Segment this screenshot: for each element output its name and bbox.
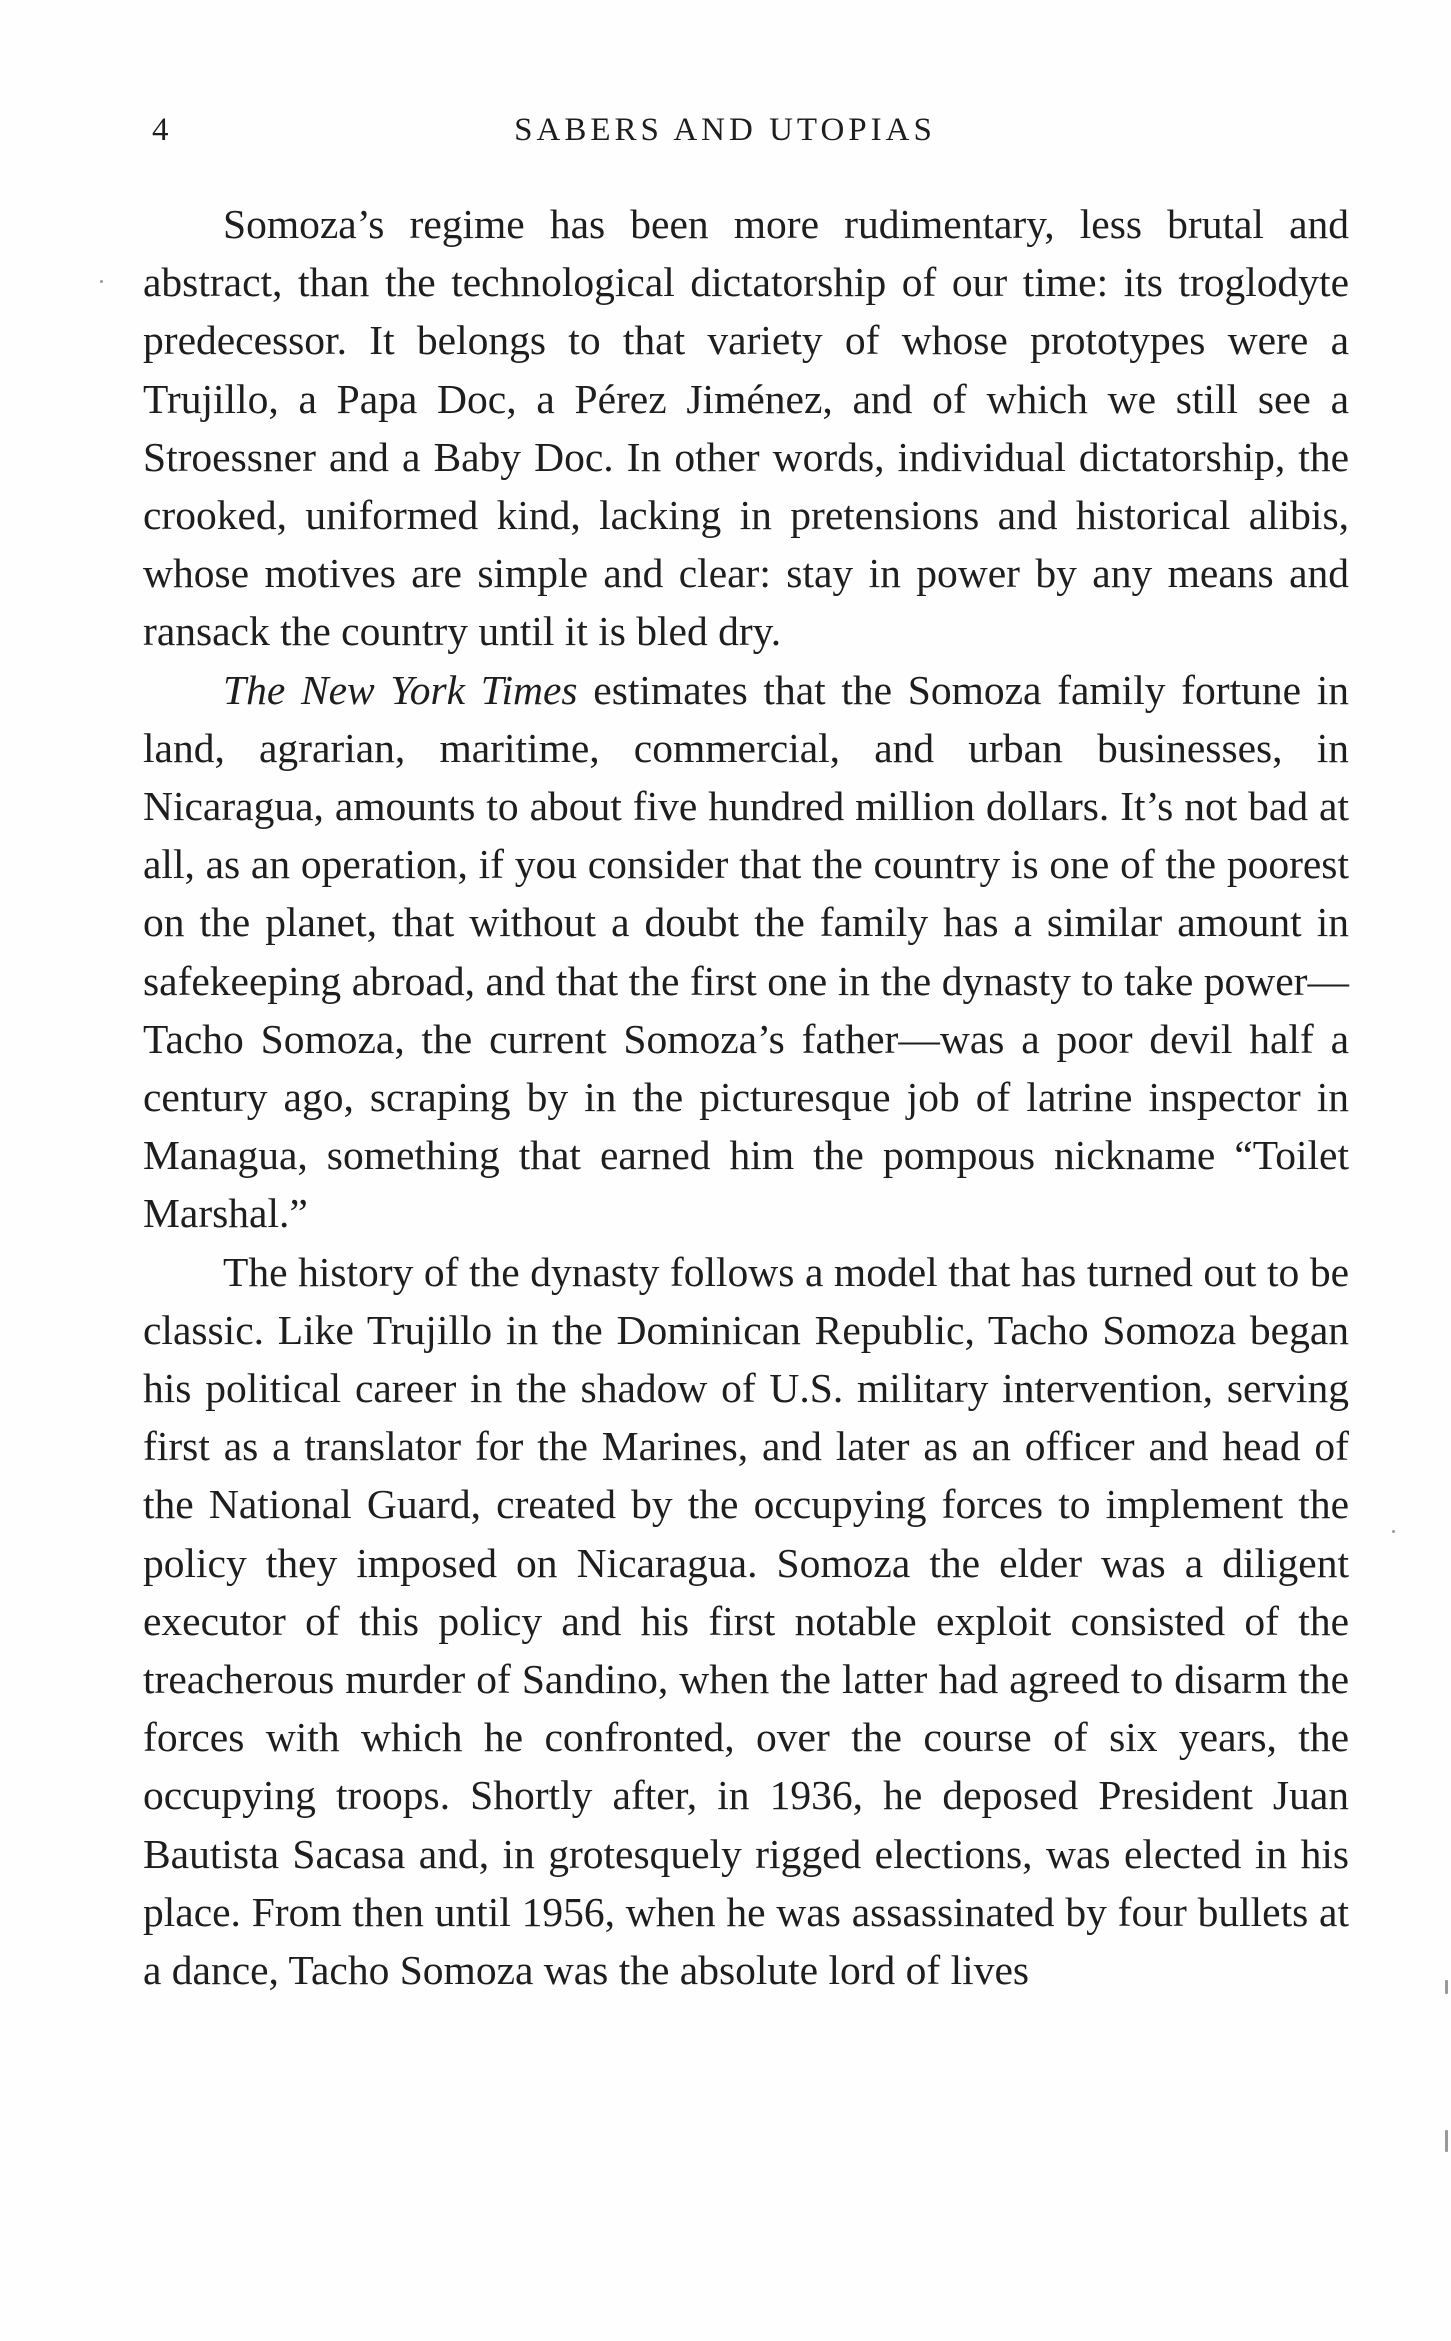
body-text — [143, 195, 1349, 1999]
scan-speck — [1445, 2130, 1448, 2152]
paragraph-2 — [143, 661, 1349, 1243]
paragraph-3 — [143, 1243, 1349, 2000]
paragraph-1 — [143, 195, 1349, 661]
paragraph-2-text: estimates that the Somoza family fortune in land, agrarian, maritime, commercial, and urban businesses, in Nicaragua, amounts to about five hundred million dollars. It’s not bad at all, as an operation, if you consider that the country is one of the poorest on the planet, that without a doubt the family has a similar amount in safekeeping abroad, and that the first one in the dynasty to take power—Tacho Somoza, the current Somoza’s father—was a poor devil half a century ago, scraping by in the picturesque job of latrine inspector in Managua, something that earned him the pompous nickname “Toilet Marshal.” — [143, 666, 1350, 1237]
scan-speck — [100, 280, 103, 283]
paragraph-3-text: The history of the dynasty follows a model that has turned out to be classic. Like Trujillo in the Dominican Republic, Tacho Somoza began his political career in the shadow of U.S. military intervention, serving first as a translator for the Marines, and later as an officer and head of the National Guard, created by the occupying forces to implement the policy they imposed on Nicaragua. Somoza the elder was a diligent executor of this policy and his first notable exploit consisted of the treacherous murder of Sandino, when the latter had agreed to disarm the forces with which he confronted, over the course of six years, the occupying troops. Shortly after, in 1936, he deposed President Juan Bautista Sacasa and, in grotesquely rigged elections, was elected in his place. From then until 1956, when he was assassinated by four bullets at a dance, Tacho Somoza was the absolute lord of lives — [143, 1248, 1349, 1994]
scan-speck — [1445, 1980, 1448, 1994]
scan-speck — [1392, 1530, 1395, 1533]
page-number: 4 — [152, 112, 169, 148]
paragraph-1-text: Somoza’s regime has been more rudimentary, less brutal and abstract, than the technological dictatorship of our time: its troglodyte predecessor. It belongs to that variety of whose prototypes were a Trujillo, a Papa Doc, a Pérez Jiménez, and of which we still see a Stroessner and a Baby Doc. In other words, individual dictatorship, the crooked, uniformed kind, lacking in pretensions and historical alibis, whose motives are simple and clear: stay in power by any means and ransack the country until it is bled dry. — [143, 201, 1349, 655]
running-head — [140, 112, 1350, 160]
newspaper-title: The New York Times — [223, 666, 578, 713]
running-title: SABERS AND UTOPIAS — [514, 112, 936, 148]
